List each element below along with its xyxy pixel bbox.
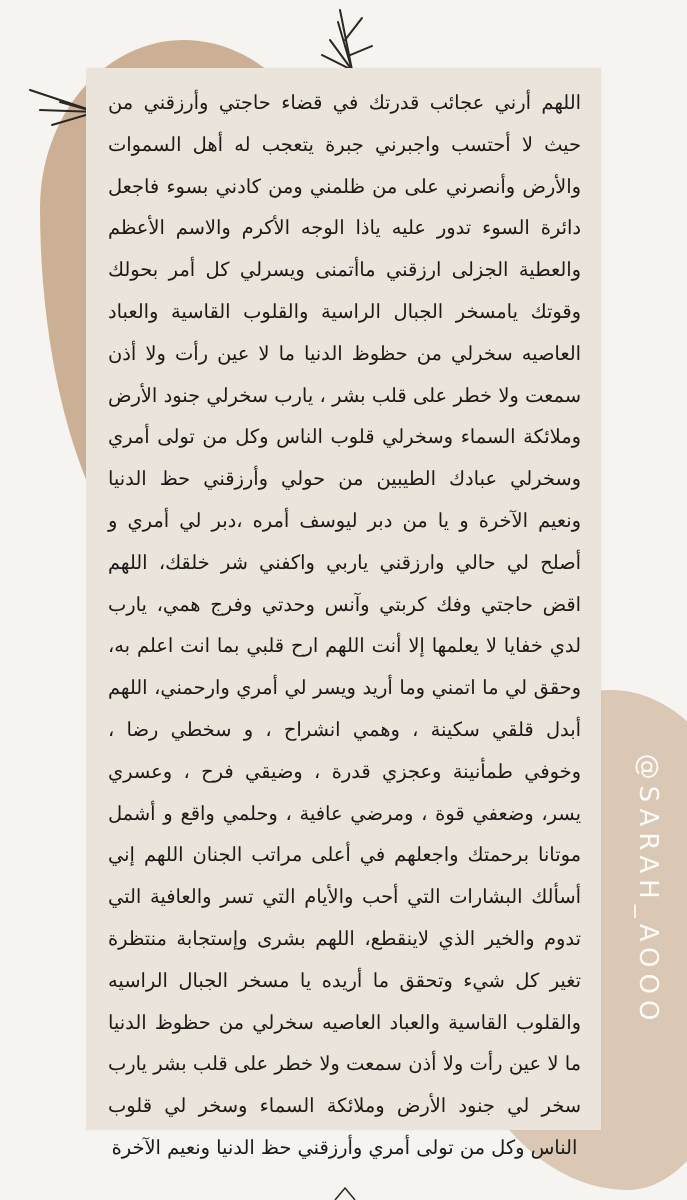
prayer-card [86,68,601,1159]
bottom-decoration-icon [333,1186,357,1200]
prayer-text: اللهم أرني عجائب قدرتك في قضاء حاجتي وأرزقني من حيث لا أحتسب واجبرني جبرة يتعجب له أهل السموات والأرض وأنصرني على من ظلمني ومن كادني بسوء فاجعل دائرة السوء تدور عليه ياذا الوجه الأكرم والاسم الأعظم والعطية الجزلى ارزقني ماأتمنى ويسرلي كل أمر بحولك وقوتك يامسخر الجبال الراسية والقلوب القاسية والعباد العاصيه سخرلي من حظوظ الدنيا ما لا عين رأت ولا أذن سمعت ولا خطر على قلب بشر ، يارب سخرلي جنود الأرض وملائكة السماء وسخرلي قلوب الناس وكل من تولى أمري وسخرلي عبادك الطيبين من حولي وأرزقني حظ الدنيا ونعيم الآخرة و يا من دبر ليوسف أمره ،دبر لي أمري و أصلح لي حالي وارزقني ياربي واكفني شر خلقك، اللهم اقض حاجتي وفك كربتي وآنس وحدتي وفرج همي، يارب لدي خفايا لا يعلمها إلا أنت اللهم ارح قلبي بما انت اعلم به، وحقق لي ما اتمني وما أريد ويسر لي أمري وارحمني، اللهم أبدل قلقي سكينة ، وهمي انشراح ، و سخطي رضا ، وخوفي طمأنينة وعجزي قدرة ، وضيقي فرح ، وعسري يسر، وضعفي قوة ، ومرضي عافية ، وحلمي واقع و أشمل موتانا برحمتك واجعلهم في أعلى مراتب الجنان اللهم إني أسألك البشارات التي أحب والأيام التي تسر والعافية التي تدوم والخير الذي لاينقطع، اللهم بشرى وإستجابة منتظرة تغير كل شيء وتحقق ما أريده يا مسخر الجبال الراسيه والقلوب القاسية والعباد العاصيه سخرلي من حظوظ الدنيا ما لا عين رأت ولا أذن سمعت ولا خطر على قلب بشر يارب سخر لي جنود الأرض وملائكة السماء وسخر لي قلوب الناس وكل من تولى أمري وأرزقني حظ الدنيا ونعيم الآخرة [108,91,581,1159]
watermark-handle: @SARAH_AOOO [633,753,663,1027]
